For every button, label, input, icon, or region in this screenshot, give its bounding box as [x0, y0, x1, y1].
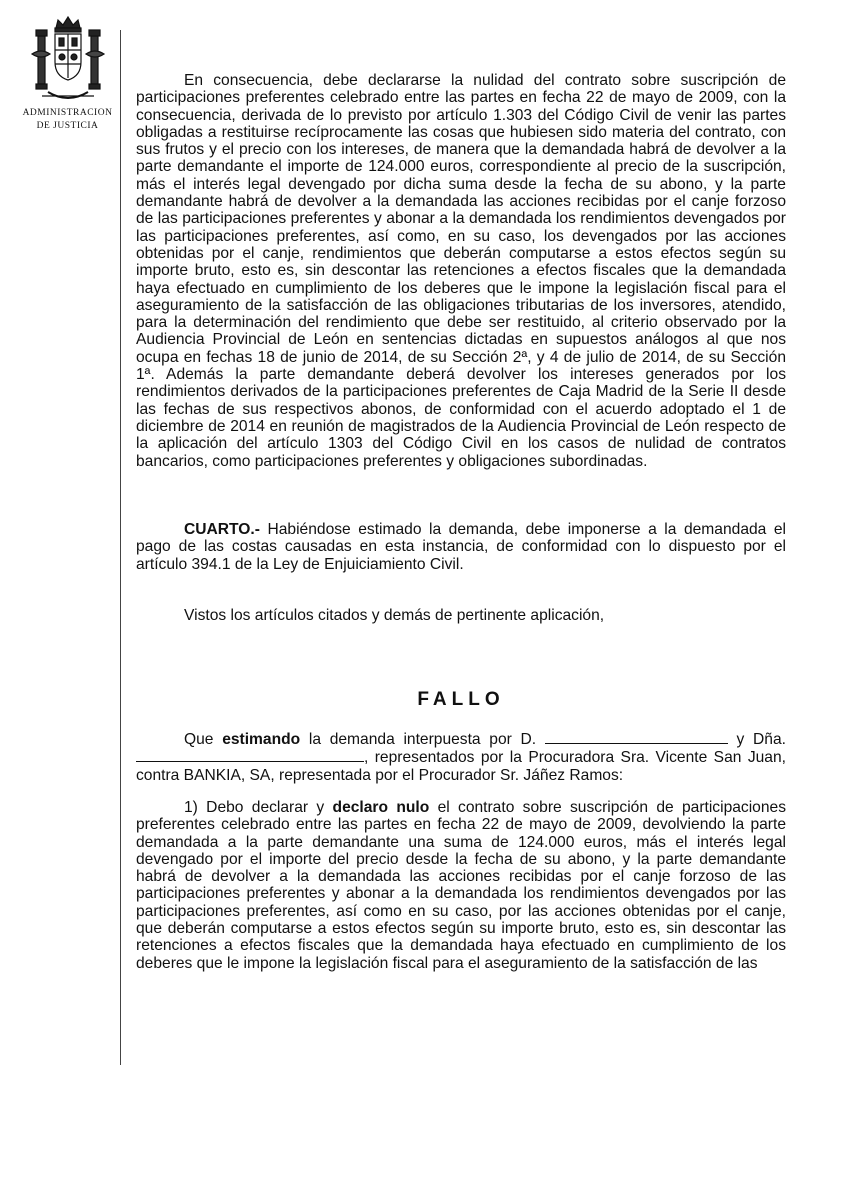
seal-text-line2: DE JUSTICIA: [36, 121, 99, 131]
paragraph-cuarto: [136, 521, 786, 573]
paragraph-ruling-1: [136, 799, 786, 972]
ruling-1-text-b: el contrato sobre suscripción de participaciones preferentes celebrado entre las partes en fecha 22 de mayo de 2009, devolviendo la parte demandada a la parte demandante una suma de 124.000 euros, más el interés legal devengado por el importe del precio desde la fecha de su abono, y la parte demandante habrá de devolver a la demandada las acciones recibidas por el canje forzoso de las participaciones preferentes y abonar a la demandada los rendimientos devengados por las participaciones preferentes, así como en su caso, por las acciones obtenidas por el canje, que deberán computarse a estos efectos según su importe bruto, esto es, sin descontar las retenciones a efectos fiscales que la demandada haya efectuado en cumplimiento de los deberes que le impone la legislación fiscal para el aseguramiento de la satisfacción de las: [136, 799, 786, 972]
cuarto-text: Habiéndose estimado la demanda, debe imponerse a la demandada el pago de las costas causadas en esta instancia, de conformidad con lo dispuesto por el artículo 394.1 de la Ley de Enjuiciamiento Civil.: [136, 521, 786, 573]
paragraph-fallo-intro: [136, 730, 786, 784]
ruling-1-text-a: 1) Debo declarar y: [184, 799, 333, 816]
ruling-1-bold: declaro nulo: [332, 799, 430, 816]
fallo-heading: FALLO: [417, 689, 505, 710]
fallo-intro-text-b: la demanda interpuesta por D.: [300, 731, 545, 748]
fallo-intro-text-d: , representados por la Procuradora Sra. Vicente San Juan, contra BANKIA, SA, representada por el Procurador Sr. Jáñez Ramos:: [136, 749, 786, 784]
redacted-plaintiff2-blank: [136, 748, 364, 762]
cuarto-heading: CUARTO.-: [184, 521, 260, 538]
redacted-plaintiff-blank: [545, 730, 728, 744]
margin-rule: [120, 30, 121, 1065]
coat-of-arms-seal: [20, 14, 115, 132]
fallo-intro-text-c: y Dña.: [727, 731, 786, 748]
coat-of-arms-icon: [28, 14, 108, 106]
paragraph-consequence: En consecuencia, debe declararse la nulidad del contrato sobre suscripción de participaciones preferentes celebrado entre las partes en fecha 22 de mayo de 2009, con la consecuencia, derivada de lo previsto por artículo 1.303 del Código Civil de venir las partes obligadas a restituirse recíprocamente las cosas que hubiesen sido materia del contrato, con sus frutos y el precio con los intereses, de manera que la demandada habrá de devolver a la parte demandante el importe de 124.000 euros, correspondiente al precio de la suscripción, más el interés legal devengado por dicha suma desde la fecha de su abono, y la parte demandante habrá de devolver a la demandada las acciones recibidas por el canje forzoso de las participaciones preferentes y abonar a la demandada los rendimientos devengados por las participaciones preferentes, así como, en su caso, los devengados por las acciones obtenidas por el canje, rendimientos que deberán computarse a estos efectos según su importe bruto, esto es, sin descontar las retenciones a efectos fiscales que la demandada haya efectuado en cumplimiento de los deberes que le impone la legislación fiscal para el aseguramiento de la satisfacción de las obligaciones tributarias de los inversores, atendido, para la determinación del rendimiento que debe ser restituido, al criterio observado por la Audiencia Provincial de León en sentencias dictadas en supuestos análogos al que nos ocupa en fechas 18 de junio de 2014, de su Sección 2ª, y 4 de julio de 2014, de su Sección 1ª. Además la parte demandante deberá devolver los intereses generados por los rendimientos derivados de la participaciones preferentes de Caja Madrid de la Serie II desde las fechas de sus respectivos abonos, de conformidad con el acuerdo adoptado el 1 de diciembre de 2014 en reunión de magistrados de la Audiencia Provincial de León respecto de la aplicación del artículo 1303 del Código Civil en los casos de nulidad de contratos bancarios, como participaciones preferentes y obligaciones subordinadas.: [136, 72, 786, 470]
fallo-intro-bold: estimando: [222, 731, 301, 748]
fallo-intro-text-a: Que: [184, 731, 223, 748]
paragraph-vistos: Vistos los artículos citados y demás de pertinente aplicación,: [184, 607, 605, 624]
seal-text-line1: ADMINISTRACION: [22, 108, 113, 118]
